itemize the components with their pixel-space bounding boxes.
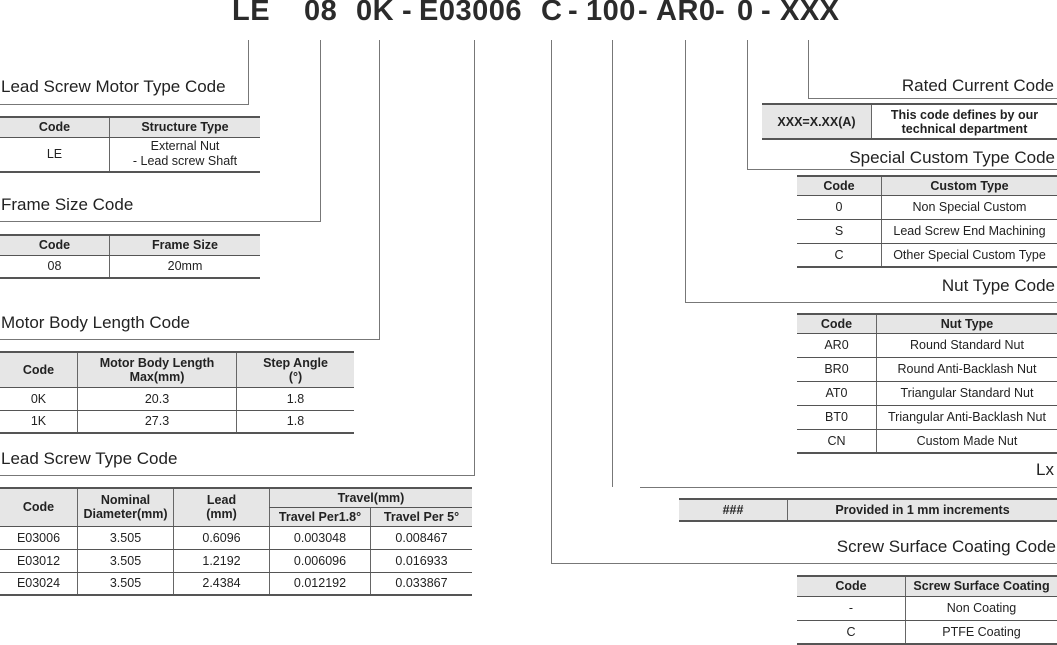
screw-type-title: Lead Screw Type Code [1,449,178,468]
header-line: (mm) [206,507,237,522]
table-row [0,387,354,410]
table-cell: 0.003048 [270,526,371,549]
column-header: Code [797,176,882,195]
table-cell: Triangular Anti-Backlash Nut [877,405,1057,429]
table-row [797,195,1057,219]
table-cell: 0 [797,195,882,219]
column-header [174,488,270,526]
table-row [797,429,1057,453]
connector-line [612,40,613,487]
column-header: Code [0,488,78,526]
column-header: Code [797,576,906,596]
column-header: Screw Surface Coating [906,576,1057,596]
coating-title: Screw Surface Coating Code [836,537,1056,556]
table-cell: C [797,620,906,644]
header-line: Nominal [100,493,151,508]
table-cell: E03024 [0,572,78,595]
code-coating: C [541,0,563,27]
connector-line [320,40,321,221]
nut-type-title: Nut Type Code [941,276,1055,295]
table-cell: E03012 [0,549,78,572]
code-current: XXX [780,0,840,27]
lx-table [679,498,1057,522]
connector-line [379,40,380,339]
motor-type-table [0,116,260,173]
special-custom-table [797,175,1057,268]
connector-line [808,40,809,98]
code-dash: - [402,0,413,27]
code-length: 0K [356,0,395,27]
table-row [0,549,472,572]
coating-table [797,575,1057,645]
table-cell: 0.012192 [270,572,371,595]
column-header: Nut Type [877,314,1057,333]
column-header: Code [0,352,78,387]
table-cell: 08 [0,255,110,278]
code-dash: - [761,0,772,27]
table-cell: Triangular Standard Nut [877,381,1057,405]
table-cell: Lead Screw End Machining [882,219,1057,243]
table-cell: E03006 [0,526,78,549]
table-row [0,572,472,595]
column-header: Travel Per1.8° [270,507,371,526]
header-line: Diameter(mm) [83,507,168,522]
column-header: Travel(mm) [270,488,473,507]
table-row [0,137,260,172]
column-header [237,352,355,387]
code-dash: - [568,0,579,27]
table-cell: PTFE Coating [906,620,1057,644]
frame-size-table [0,234,260,279]
table-cell: Round Anti-Backlash Nut [877,357,1057,381]
code-dash: - [638,0,649,27]
connector-line [0,339,380,340]
code-nut: AR0 [656,0,716,27]
code-description: Provided in 1 mm increments [788,499,1057,521]
table-cell: 0.6096 [174,526,270,549]
header-line: Max(mm) [129,369,185,384]
table-row [0,526,472,549]
table-cell: S [797,219,882,243]
table-cell: Non Coating [906,596,1057,620]
table-cell: 3.505 [78,572,174,595]
column-header: Code [0,235,110,255]
table-cell: 2.4384 [174,572,270,595]
table-row [797,357,1057,381]
table-cell: C [797,243,882,267]
table-cell: AR0 [797,333,877,357]
connector-line [0,475,475,476]
lx-title: Lx [1036,460,1054,479]
body-length-title: Motor Body Length Code [1,313,191,332]
cell-line: - Lead screw Shaft [132,154,238,169]
table-cell: 0.033867 [371,572,473,595]
connector-line [474,40,475,475]
table-row [797,596,1057,620]
column-header: Frame Size [110,235,261,255]
table-cell: Round Standard Nut [877,333,1057,357]
table-row [0,410,354,433]
motor-type-title: Lead Screw Motor Type Code [1,77,226,96]
table-cell: 0.006096 [270,549,371,572]
table-cell: CN [797,429,877,453]
header-line: Lead [206,493,237,508]
connector-line [551,40,552,563]
column-header [78,352,237,387]
table-cell: 1.2192 [174,549,270,572]
table-cell: 1K [0,410,78,433]
code-screw: E03006 [419,0,522,27]
table-cell: BT0 [797,405,877,429]
table-cell: 0K [0,387,78,410]
code-frame: 08 [304,0,338,27]
table-row [797,381,1057,405]
connector-line [747,169,1057,170]
column-header: Code [0,117,110,137]
code-lx: 100 [586,0,636,27]
table-cell: 1.8 [237,410,355,433]
connector-line [808,98,1057,99]
code-special: 0 [737,0,754,27]
description-line: This code defines by our [890,107,1039,122]
code-type: LE [232,0,271,27]
nut-type-table [797,313,1057,454]
code-key: XXX=X.XX(A) [762,104,872,139]
connector-line [551,563,1057,564]
table-cell: BR0 [797,357,877,381]
table-row [797,243,1057,267]
table-row [797,620,1057,644]
body-length-table [0,351,354,434]
special-custom-title: Special Custom Type Code [849,148,1055,167]
code-key: ### [679,499,788,521]
table-cell: 0.016933 [371,549,473,572]
rated-current-table [762,103,1057,140]
table-cell: 3.505 [78,549,174,572]
table-row [797,219,1057,243]
rated-current-title: Rated Current Code [901,76,1054,95]
cell-line: External Nut [150,139,220,154]
table-cell: 1.8 [237,387,355,410]
table-cell: - [797,596,906,620]
column-header: Custom Type [882,176,1057,195]
table-row [797,333,1057,357]
table-cell: AT0 [797,381,877,405]
table-cell: Custom Made Nut [877,429,1057,453]
table-cell: 0.008467 [371,526,473,549]
header-line: Motor Body Length [99,355,215,370]
connector-line [0,221,321,222]
table-cell [110,137,261,172]
column-header [78,488,174,526]
table-cell: 27.3 [78,410,237,433]
connector-line [0,104,249,105]
column-header: Structure Type [110,117,261,137]
code-description [872,104,1057,139]
connector-line [248,40,249,104]
column-header: Code [797,314,877,333]
column-header: Travel Per 5° [371,507,473,526]
table-cell: LE [0,137,110,172]
table-row [762,104,1057,139]
frame-size-title: Frame Size Code [1,195,134,214]
table-row [679,499,1057,521]
connector-line [685,302,1057,303]
code-dash: - [715,0,726,27]
connector-line [685,40,686,302]
table-cell: 20.3 [78,387,237,410]
header-line: (°) [288,369,303,384]
table-cell: Non Special Custom [882,195,1057,219]
connector-line [747,40,748,169]
table-cell: Other Special Custom Type [882,243,1057,267]
screw-type-table [0,487,472,596]
header-line: Step Angle [263,355,328,370]
description-line: technical department [901,121,1028,136]
table-cell: 20mm [110,255,261,278]
table-cell: 3.505 [78,526,174,549]
table-row [0,255,260,278]
connector-line [640,487,1057,488]
table-row [797,405,1057,429]
